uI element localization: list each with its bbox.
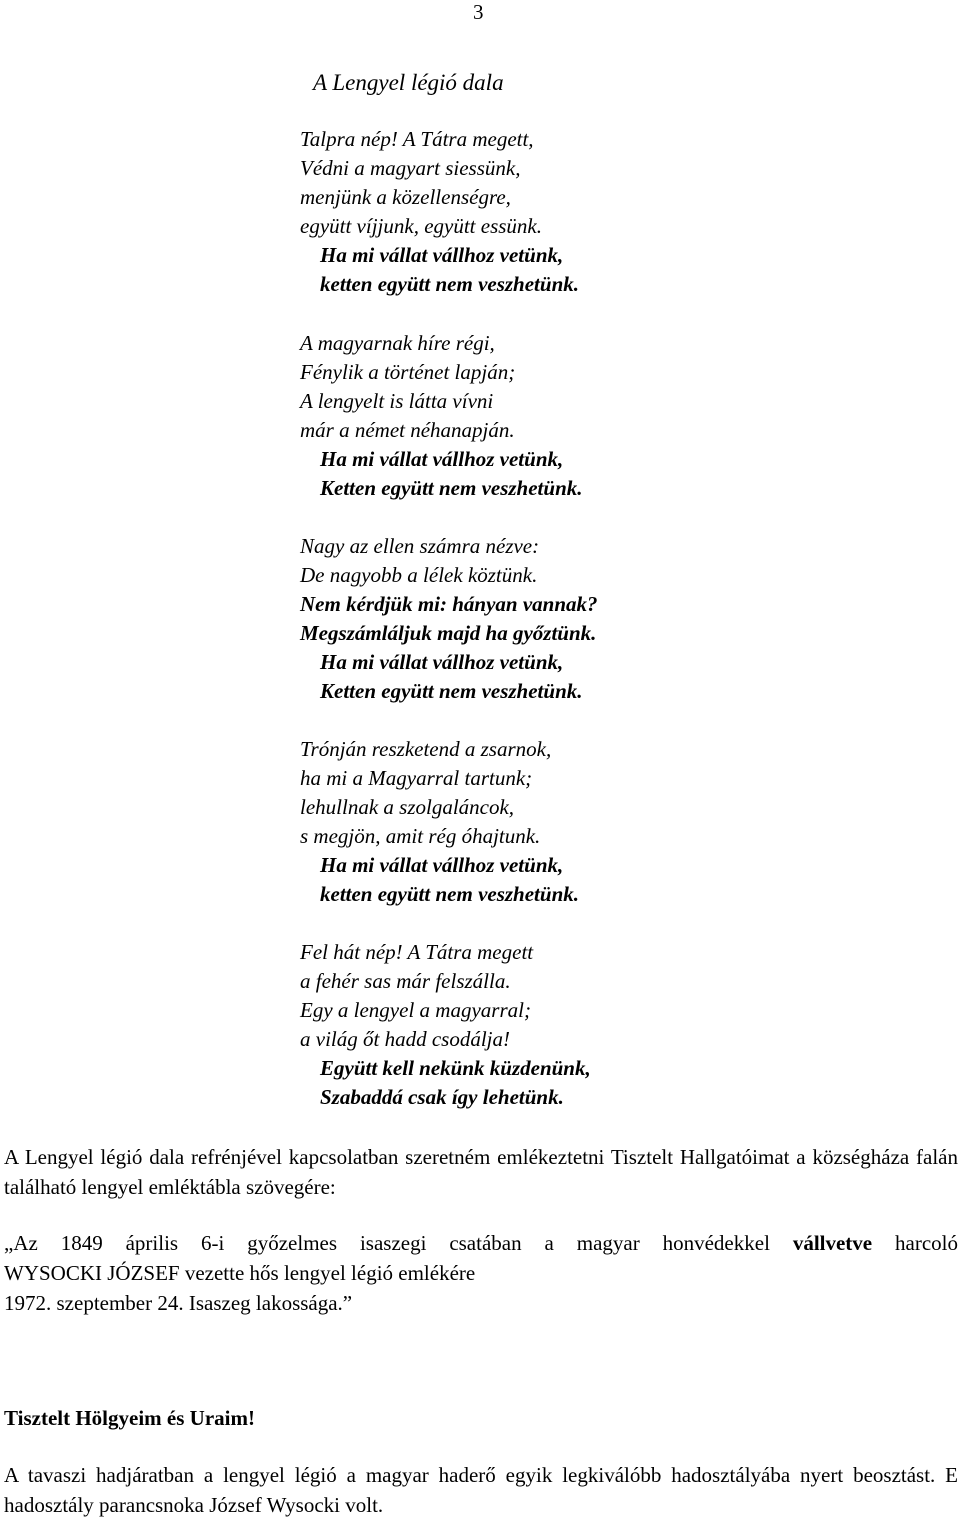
poem-line: Nagy az ellen számra nézve: <box>300 534 540 558</box>
quote-text: „Az 1849 április 6-i győzelmes isaszegi csatában a magyar honvédekkel <box>4 1231 770 1255</box>
poem-title: A Lengyel légió dala <box>313 70 504 95</box>
poem-line: Trónján reszketend a zsarnok, <box>300 737 552 761</box>
quote-line-2: WYSOCKI JÓZSEF vezette hős lengyel légió emlékére <box>4 1261 476 1285</box>
poem-line: A magyarnak híre régi, <box>300 331 495 355</box>
poem-line: A lengyelt is látta vívni <box>300 389 494 413</box>
poem-refrain-line: Ha mi vállat vállhoz vetünk, <box>320 243 564 267</box>
greeting: Tisztelt Hölgyeim és Uraim! <box>4 1406 255 1430</box>
poem-line: s megjön, amit rég óhajtunk. <box>300 824 541 848</box>
poem-refrain-line: Ha mi vállat vállhoz vetünk, <box>320 650 564 674</box>
poem-refrain-line: ketten együtt nem veszhetünk. <box>320 882 579 906</box>
poem-refrain-line: Ketten együtt nem veszhetünk. <box>320 476 583 500</box>
poem-line: Fel hát nép! A Tátra megett <box>300 940 534 964</box>
page-number: 3 <box>473 0 484 24</box>
poem-line: együtt víjjunk, együtt essünk. <box>300 214 543 238</box>
poem-bold-line: Megszámláljuk majd ha győztünk. <box>300 621 597 645</box>
poem-bold-line: Nem kérdjük mi: hányan vannak? <box>300 592 598 616</box>
poem-refrain-line: Együtt kell nekünk küzdenünk, <box>320 1056 591 1080</box>
poem-line: Talpra nép! A Tátra megett, <box>300 127 534 151</box>
quote-line-3: 1972. szeptember 24. Isaszeg lakossága.” <box>4 1291 353 1315</box>
poem-line: menjünk a közellenségre, <box>300 185 511 209</box>
poem-line: már a német néhanapján. <box>300 418 515 442</box>
quote-text: harcoló <box>895 1231 959 1255</box>
poem-line: Védni a magyart siessünk, <box>300 156 521 180</box>
poem-refrain-line: Ha mi vállat vállhoz vetünk, <box>320 853 564 877</box>
poem-refrain-line: ketten együtt nem veszhetünk. <box>320 272 579 296</box>
poem-line: Egy a lengyel a magyarral; <box>300 998 531 1022</box>
poem-refrain-line: Szabaddá csak így lehetünk. <box>320 1085 564 1109</box>
quote-bold-word: vállvetve <box>792 1231 873 1255</box>
quote-line-1 <box>4 1228 958 1258</box>
paragraph-intro: A Lengyel légió dala refrénjével kapcsolatban szeretném emlékeztetni Tisztelt Hallgatóimat a községháza falán található lengyel emléktábla szövegére: <box>4 1145 958 1199</box>
poem-refrain-line: Ketten együtt nem veszhetünk. <box>320 679 583 703</box>
poem-line: a világ őt hadd csodálja! <box>300 1027 510 1051</box>
poem-line: lehullnak a szolgaláncok, <box>300 795 515 819</box>
poem-line: ha mi a Magyarral tartunk; <box>300 766 533 790</box>
poem-line: a fehér sas már felszálla. <box>300 969 511 993</box>
paragraph-closing: A tavaszi hadjáratban a lengyel légió a magyar haderő egyik legkiválóbb hadosztályába nyert beosztást. E hadosztály parancsnoka József Wysocki volt. <box>4 1463 958 1517</box>
poem-line: De nagyobb a lélek köztünk. <box>300 563 538 587</box>
poem-refrain-line: Ha mi vállat vállhoz vetünk, <box>320 447 564 471</box>
poem-line: Fénylik a történet lapján; <box>300 360 516 384</box>
